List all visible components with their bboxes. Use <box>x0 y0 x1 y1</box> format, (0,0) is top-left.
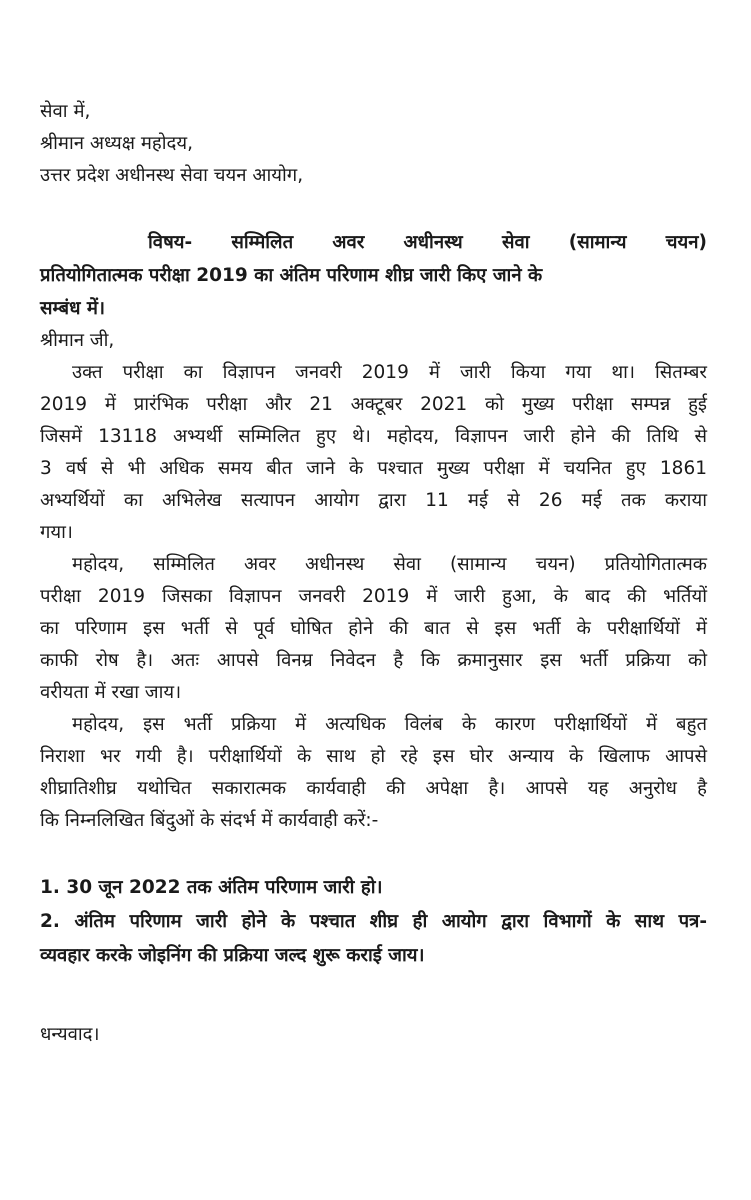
subject-word: अधीनस्थ <box>403 232 463 253</box>
salutation: श्रीमान जी, <box>40 330 115 351</box>
paragraph-line: गया। <box>40 522 73 543</box>
paragraph-line: वरीयता में रखा जाय। <box>40 682 182 703</box>
subject-word: अवर <box>332 232 365 253</box>
subject-line-3: सम्बंध में। <box>40 298 105 319</box>
paragraph-line: 2019 में प्रारंभिक परीक्षा और 21 अक्टूबर 2021 को मुख्य परीक्षा सम्पन्न हुई <box>40 394 707 415</box>
demands-list <box>40 871 707 973</box>
subject-word: चयन) <box>665 232 707 253</box>
paragraph-3 <box>40 709 707 837</box>
subject-block <box>40 226 707 325</box>
address-line-3: उत्तर प्रदेश अधीनस्थ सेवा चयन आयोग, <box>40 165 304 186</box>
subject-line-1 <box>40 226 707 259</box>
closing-thanks: धन्यवाद। <box>40 1024 100 1045</box>
subject-word: सम्मिलित <box>231 232 294 253</box>
paragraph-line: का परिणाम इस भर्ती से पूर्व घोषित होने की बात से इस भर्ती के परीक्षार्थियों में <box>40 618 707 639</box>
recipient-address <box>40 96 707 192</box>
paragraph-line: काफी रोष है। अतः आपसे विनम्र निवेदन है कि क्रमानुसार इस भर्ती प्रक्रिया को <box>40 650 707 671</box>
paragraph-line: उक्त परीक्षा का विज्ञापन जनवरी 2019 में जारी किया गया था। सितम्बर <box>72 362 707 383</box>
subject-word: विषय- <box>148 232 193 253</box>
paragraph-line: महोदय, इस भर्ती प्रक्रिया में अत्यधिक विलंब के कारण परीक्षार्थियों में बहुत <box>72 714 707 735</box>
paragraph-line: जिसमें 13118 अभ्यर्थी सम्मिलित हुए थे। महोदय, विज्ञापन जारी होने की तिथि से <box>40 426 707 447</box>
paragraph-line: कि निम्नलिखित बिंदुओं के संदर्भ में कार्यवाही करें:- <box>40 810 379 831</box>
demand-item-2-line-2: व्यवहार करके जोइनिंग की प्रक्रिया जल्द शुरू कराई जाय। <box>40 945 425 966</box>
paragraph-line: महोदय, सम्मिलित अवर अधीनस्थ सेवा (सामान्य चयन) प्रतियोगितात्मक <box>72 554 707 575</box>
demand-item-1: 1. 30 जून 2022 तक अंतिम परिणाम जारी हो। <box>40 877 383 898</box>
subject-line-2: प्रतियोगितात्मक परीक्षा 2019 का अंतिम परिणाम शीघ्र जारी किए जाने के <box>40 265 543 286</box>
address-line-2: श्रीमान अध्यक्ष महोदय, <box>40 133 193 154</box>
paragraph-line: अभ्यर्थियों का अभिलेख सत्यापन आयोग द्वारा 11 मई से 26 मई तक कराया <box>40 490 707 511</box>
subject-word: (सामान्य <box>568 232 627 253</box>
demand-item-2-line-1: 2. अंतिम परिणाम जारी होने के पश्चात शीघ्र ही आयोग द्वारा विभागों के साथ पत्र- <box>40 911 707 932</box>
subject-word: सेवा <box>501 232 530 253</box>
paragraph-line: परीक्षा 2019 जिसका विज्ञापन जनवरी 2019 में जारी हुआ, के बाद की भर्तियों <box>40 586 707 607</box>
paragraph-2 <box>40 549 707 709</box>
paragraph-1 <box>40 357 707 549</box>
address-line-1: सेवा में, <box>40 101 91 122</box>
paragraph-line: निराशा भर गयी है। परीक्षार्थियों के साथ हो रहे इस घोर अन्याय के खिलाफ आपसे <box>40 746 707 767</box>
paragraph-line: 3 वर्ष से भी अधिक समय बीत जाने के पश्चात मुख्य परीक्षा में चयनित हुए 1861 <box>40 458 707 479</box>
paragraph-line: शीघ्रातिशीघ्र यथोचित सकारात्मक कार्यवाही की अपेक्षा है। आपसे यह अनुरोध है <box>40 778 707 799</box>
